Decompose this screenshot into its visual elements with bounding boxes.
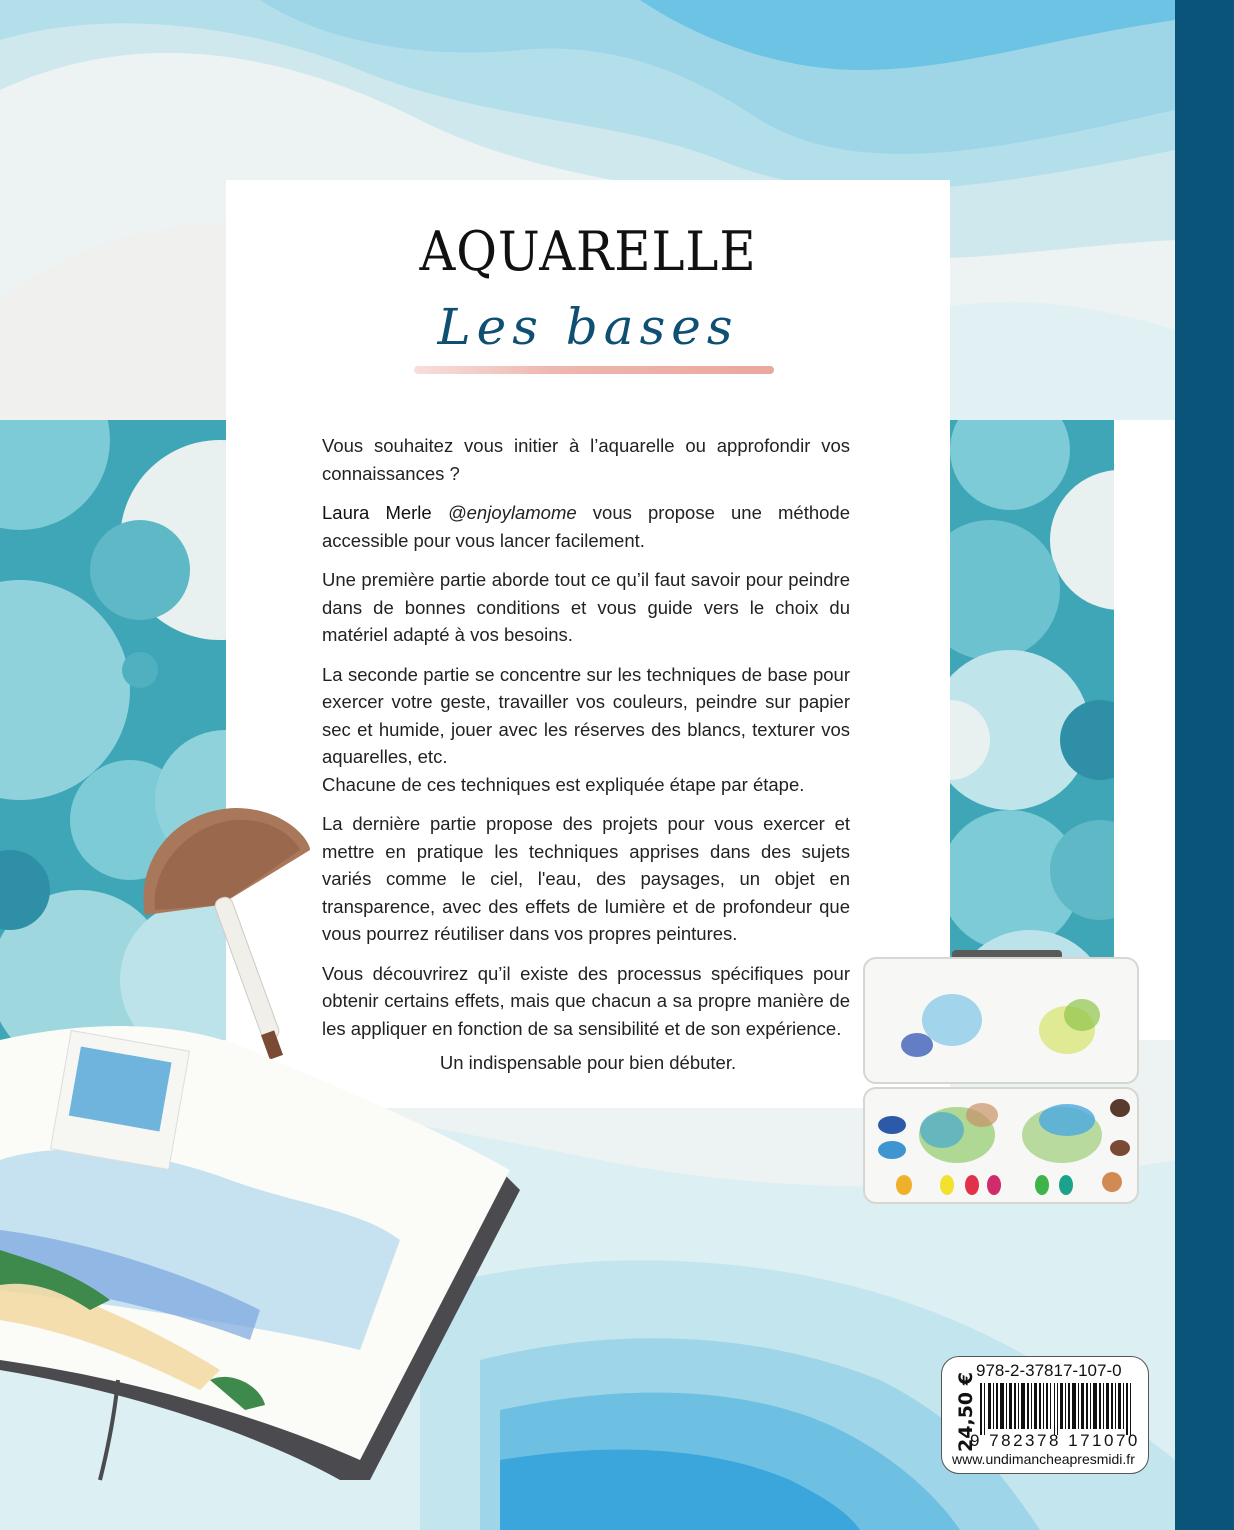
barcode-digits: 9 782378 171070 [970, 1431, 1140, 1450]
book-spine-band [1175, 0, 1234, 1530]
author-handle: @enjoylamome [447, 502, 577, 523]
watercolor-sketchbook-illustration [0, 1010, 540, 1490]
paragraph-6: Vous découvrirez qu’il existe des processus spécifiques pour obtenir certains effets, mais que chacun a sa propre manière de les appliquer en fonction de sa sensibilité et de son expérience. [322, 962, 850, 1039]
description-card [226, 180, 950, 1108]
author-name: Laura Merle [322, 502, 432, 523]
watercolor-palette-illustration [862, 950, 1142, 1205]
book-subtitle: Les bases [437, 298, 739, 356]
paragraph-3: Une première partie aborde tout ce qu’il faut savoir pour peindre dans de bonnes conditions et vous guide vers le choix du matériel adapté à vos besoins. [322, 569, 850, 645]
tagline: Un indispensable pour bien débuter. [439, 1052, 737, 1073]
isbn: 978-2-37817-107-0 [976, 1361, 1122, 1380]
white-gap [1114, 420, 1175, 1040]
paragraph-4-text-2: Chacune de ces techniques est expliquée étape par étape. [322, 773, 805, 795]
publisher-url: www.undimancheapresmidi.fr [952, 1451, 1135, 1467]
paragraph-2-text: vous propose une méthode accessible pour vous lancer facilement. [322, 502, 851, 551]
book-title: AQUARELLE [419, 220, 757, 283]
right-watercolor-bubbles [950, 420, 1114, 1040]
paragraph-1: Vous souhaitez vous initier à l’aquarelle ou approfondir vos connaissances ? [322, 435, 850, 484]
book-description [322, 432, 850, 1054]
paragraph-5: La dernière partie propose des projets pour vous exercer et mettre en pratique les techniques apprises dans des sujets variés comme le ciel, l'eau, des paysages, un objet en transparence, avec des effets de lumière et de profondeur que vous pourrez réutiliser dans vos propres peintures. [322, 813, 850, 944]
barcode-label [941, 1356, 1149, 1474]
paragraph-2 [322, 499, 850, 554]
price: 24,50 € [955, 1372, 977, 1452]
brushstroke-underline [414, 366, 774, 374]
paragraph-4 [322, 661, 850, 799]
barcode-icon [980, 1383, 1140, 1435]
paragraph-4-text: La seconde partie se concentre sur les techniques de base pour exercer votre geste, travailler vos couleurs, peindre sur papier sec et humide, jouer avec les réserves des blancs, texturer vos aquarelles, etc. [322, 663, 850, 767]
